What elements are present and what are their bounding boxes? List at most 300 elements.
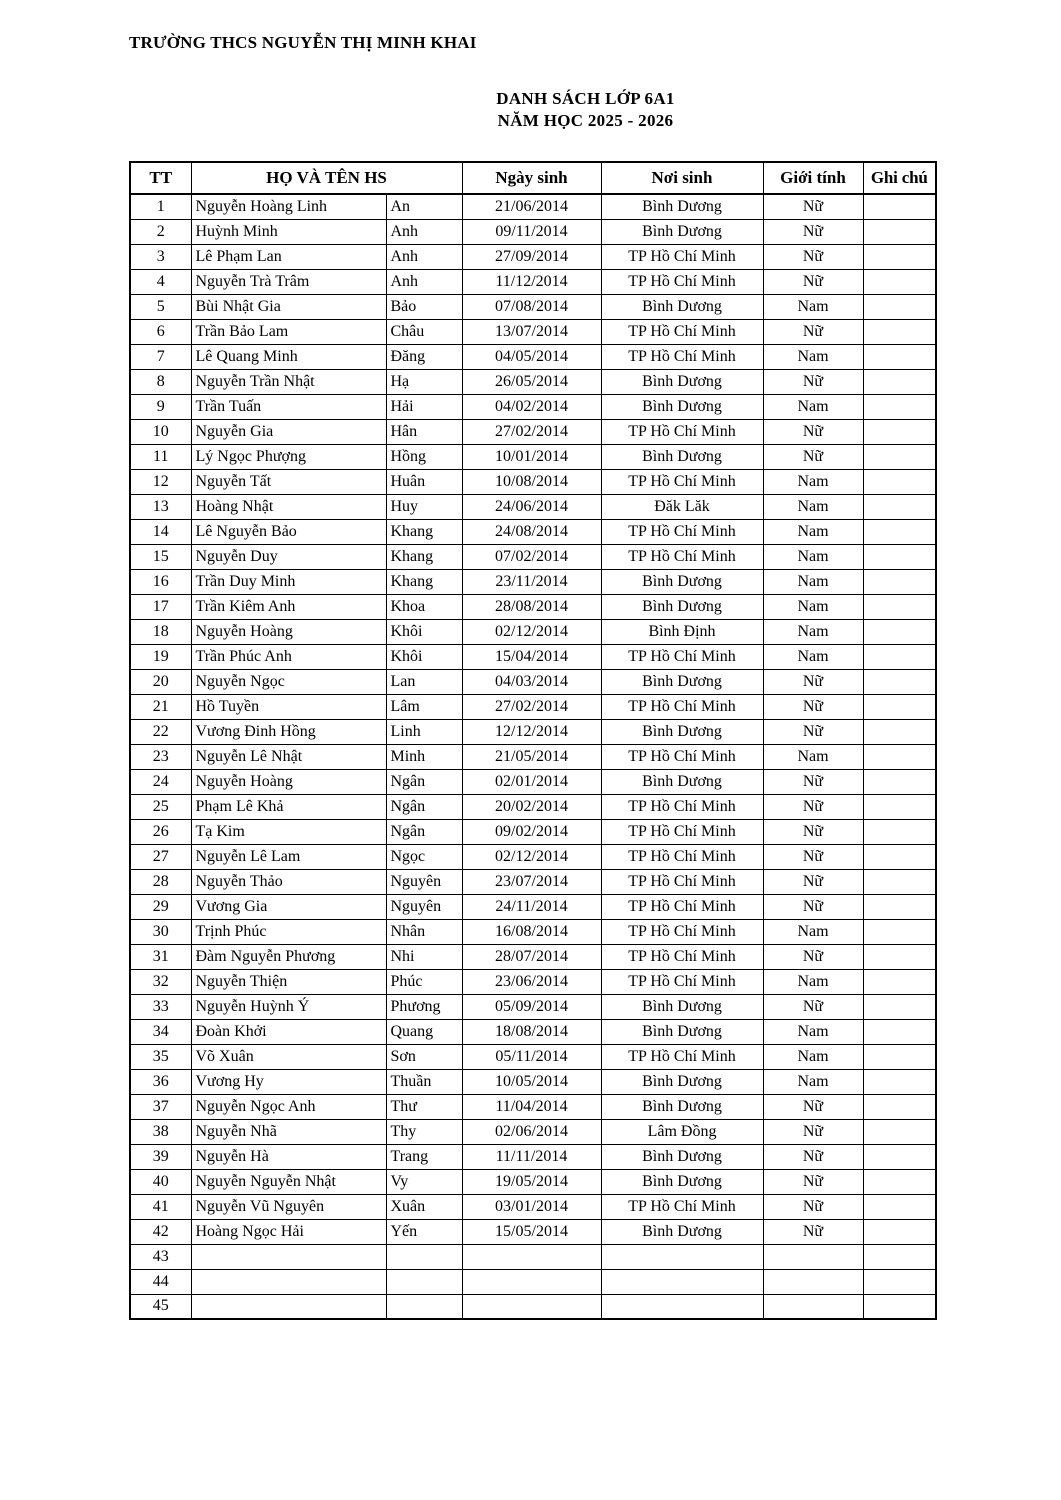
student-dob-cell: 16/08/2014 (462, 919, 601, 944)
student-pob-cell: Bình Dương (601, 369, 763, 394)
student-surname-cell: Vương Hy (191, 1069, 386, 1094)
student-pob-cell: Bình Dương (601, 1094, 763, 1119)
column-header-pob: Nơi sinh (601, 162, 763, 194)
student-gender-cell: Nữ (763, 819, 863, 844)
table-row (130, 1044, 936, 1069)
student-note-cell (863, 219, 936, 244)
student-note-cell (863, 1044, 936, 1069)
student-note-cell (863, 344, 936, 369)
table-row (130, 894, 936, 919)
table-row (130, 844, 936, 869)
student-index-cell: 34 (130, 1019, 191, 1044)
student-surname-cell: Nguyễn Hoàng (191, 769, 386, 794)
student-givenname-cell: Hân (386, 419, 462, 444)
student-dob-cell (462, 1244, 601, 1269)
student-pob-cell: Bình Định (601, 619, 763, 644)
student-dob-cell (462, 1294, 601, 1319)
table-row (130, 1294, 936, 1319)
student-gender-cell: Nữ (763, 869, 863, 894)
student-gender-cell: Nam (763, 1019, 863, 1044)
student-pob-cell: Bình Dương (601, 194, 763, 219)
table-row (130, 919, 936, 944)
student-surname-cell: Võ Xuân (191, 1044, 386, 1069)
student-note-cell (863, 519, 936, 544)
student-gender-cell: Nữ (763, 1094, 863, 1119)
student-index-cell: 15 (130, 544, 191, 569)
table-row (130, 244, 936, 269)
table-row (130, 1169, 936, 1194)
student-dob-cell: 18/08/2014 (462, 1019, 601, 1044)
student-dob-cell: 05/09/2014 (462, 994, 601, 1019)
student-dob-cell: 02/12/2014 (462, 844, 601, 869)
student-givenname-cell: Phương (386, 994, 462, 1019)
student-pob-cell: TP Hồ Chí Minh (601, 819, 763, 844)
student-surname-cell (191, 1294, 386, 1319)
student-givenname-cell: Lan (386, 669, 462, 694)
table-row (130, 819, 936, 844)
student-index-cell: 1 (130, 194, 191, 219)
table-row (130, 219, 936, 244)
student-gender-cell: Nữ (763, 194, 863, 219)
table-row (130, 444, 936, 469)
table-row (130, 1094, 936, 1119)
student-pob-cell: TP Hồ Chí Minh (601, 519, 763, 544)
student-givenname-cell: Anh (386, 244, 462, 269)
student-note-cell (863, 694, 936, 719)
student-givenname-cell: Xuân (386, 1194, 462, 1219)
student-index-cell: 45 (130, 1294, 191, 1319)
student-pob-cell: Bình Dương (601, 444, 763, 469)
student-surname-cell: Đàm Nguyễn Phương (191, 944, 386, 969)
student-pob-cell: Bình Dương (601, 394, 763, 419)
student-surname-cell: Trần Tuấn (191, 394, 386, 419)
student-index-cell: 35 (130, 1044, 191, 1069)
student-note-cell (863, 544, 936, 569)
table-row (130, 1269, 936, 1294)
student-givenname-cell: Sơn (386, 1044, 462, 1069)
student-gender-cell: Nam (763, 294, 863, 319)
student-gender-cell: Nam (763, 619, 863, 644)
student-pob-cell: TP Hồ Chí Minh (601, 744, 763, 769)
student-dob-cell: 23/06/2014 (462, 969, 601, 994)
student-gender-cell: Nam (763, 394, 863, 419)
student-note-cell (863, 619, 936, 644)
student-index-cell: 21 (130, 694, 191, 719)
student-givenname-cell: Nguyên (386, 869, 462, 894)
student-givenname-cell: Ngọc (386, 844, 462, 869)
student-note-cell (863, 394, 936, 419)
student-surname-cell (191, 1269, 386, 1294)
student-pob-cell: TP Hồ Chí Minh (601, 1044, 763, 1069)
student-gender-cell: Nam (763, 919, 863, 944)
table-row (130, 494, 936, 519)
student-gender-cell: Nam (763, 594, 863, 619)
student-index-cell: 25 (130, 794, 191, 819)
table-row (130, 594, 936, 619)
student-pob-cell: TP Hồ Chí Minh (601, 419, 763, 444)
student-surname-cell: Vương Đinh Hồng (191, 719, 386, 744)
student-pob-cell: TP Hồ Chí Minh (601, 869, 763, 894)
table-row (130, 994, 936, 1019)
student-gender-cell: Nữ (763, 719, 863, 744)
student-note-cell (863, 244, 936, 269)
table-row (130, 969, 936, 994)
table-row (130, 869, 936, 894)
student-note-cell (863, 794, 936, 819)
table-row (130, 569, 936, 594)
student-dob-cell: 21/06/2014 (462, 194, 601, 219)
table-row (130, 1019, 936, 1044)
student-surname-cell: Nguyễn Ngọc (191, 669, 386, 694)
student-pob-cell (601, 1244, 763, 1269)
student-index-cell: 7 (130, 344, 191, 369)
student-pob-cell: TP Hồ Chí Minh (601, 544, 763, 569)
student-gender-cell: Nữ (763, 419, 863, 444)
student-index-cell: 8 (130, 369, 191, 394)
table-body (130, 194, 936, 1319)
student-dob-cell: 28/08/2014 (462, 594, 601, 619)
student-index-cell: 26 (130, 819, 191, 844)
student-dob-cell: 02/06/2014 (462, 1119, 601, 1144)
table-row (130, 369, 936, 394)
student-gender-cell: Nữ (763, 219, 863, 244)
student-pob-cell (601, 1294, 763, 1319)
student-note-cell (863, 1119, 936, 1144)
student-gender-cell: Nữ (763, 994, 863, 1019)
student-index-cell: 14 (130, 519, 191, 544)
student-pob-cell: Bình Dương (601, 1219, 763, 1244)
student-givenname-cell: Khang (386, 519, 462, 544)
student-dob-cell: 04/05/2014 (462, 344, 601, 369)
student-surname-cell: Nguyễn Gia (191, 419, 386, 444)
student-gender-cell: Nữ (763, 769, 863, 794)
student-note-cell (863, 644, 936, 669)
student-dob-cell: 27/02/2014 (462, 694, 601, 719)
table-row (130, 469, 936, 494)
student-surname-cell: Nguyễn Nguyễn Nhật (191, 1169, 386, 1194)
student-note-cell (863, 719, 936, 744)
student-pob-cell: TP Hồ Chí Minh (601, 269, 763, 294)
student-note-cell (863, 294, 936, 319)
student-surname-cell: Bùi Nhật Gia (191, 294, 386, 319)
student-surname-cell: Trần Kiêm Anh (191, 594, 386, 619)
table-row (130, 644, 936, 669)
column-header-gender: Giới tính (763, 162, 863, 194)
student-givenname-cell: Khang (386, 544, 462, 569)
student-index-cell: 37 (130, 1094, 191, 1119)
student-gender-cell: Nam (763, 1069, 863, 1094)
student-givenname-cell (386, 1294, 462, 1319)
student-givenname-cell: Huân (386, 469, 462, 494)
student-dob-cell: 09/02/2014 (462, 819, 601, 844)
student-index-cell: 29 (130, 894, 191, 919)
student-pob-cell: Bình Dương (601, 1069, 763, 1094)
student-givenname-cell: Nguyên (386, 894, 462, 919)
student-index-cell: 33 (130, 994, 191, 1019)
student-dob-cell: 27/02/2014 (462, 419, 601, 444)
student-dob-cell: 24/06/2014 (462, 494, 601, 519)
student-dob-cell: 24/11/2014 (462, 894, 601, 919)
student-dob-cell: 07/02/2014 (462, 544, 601, 569)
student-index-cell: 42 (130, 1219, 191, 1244)
student-roster-table (129, 161, 937, 1320)
student-givenname-cell: Nhân (386, 919, 462, 944)
student-surname-cell: Nguyễn Trần Nhật (191, 369, 386, 394)
student-surname-cell: Nguyễn Thiện (191, 969, 386, 994)
student-gender-cell: Nữ (763, 944, 863, 969)
student-index-cell: 27 (130, 844, 191, 869)
student-surname-cell: Nguyễn Huỳnh Ý (191, 994, 386, 1019)
student-index-cell: 4 (130, 269, 191, 294)
student-index-cell: 30 (130, 919, 191, 944)
student-index-cell: 9 (130, 394, 191, 419)
school-name: TRƯỜNG THCS NGUYỄN THỊ MINH KHAI (129, 33, 477, 52)
student-givenname-cell: Khôi (386, 644, 462, 669)
table-row (130, 1119, 936, 1144)
student-surname-cell: Nguyễn Hoàng Linh (191, 194, 386, 219)
student-note-cell (863, 869, 936, 894)
student-pob-cell: Bình Dương (601, 669, 763, 694)
table-row (130, 394, 936, 419)
student-note-cell (863, 1019, 936, 1044)
student-gender-cell: Nam (763, 569, 863, 594)
student-index-cell: 18 (130, 619, 191, 644)
student-givenname-cell: Hải (386, 394, 462, 419)
student-note-cell (863, 194, 936, 219)
student-gender-cell: Nam (763, 494, 863, 519)
student-pob-cell: Bình Dương (601, 994, 763, 1019)
student-index-cell: 10 (130, 419, 191, 444)
student-givenname-cell: Ngân (386, 769, 462, 794)
student-surname-cell: Đoàn Khởi (191, 1019, 386, 1044)
student-dob-cell: 04/02/2014 (462, 394, 601, 419)
student-index-cell: 28 (130, 869, 191, 894)
table-row (130, 769, 936, 794)
student-surname-cell: Hoàng Ngọc Hải (191, 1219, 386, 1244)
student-gender-cell: Nam (763, 544, 863, 569)
student-pob-cell: TP Hồ Chí Minh (601, 644, 763, 669)
table-row (130, 544, 936, 569)
title-block (0, 88, 1061, 132)
student-surname-cell: Tạ Kim (191, 819, 386, 844)
table-row (130, 419, 936, 444)
student-dob-cell: 07/08/2014 (462, 294, 601, 319)
table-row (130, 1144, 936, 1169)
student-surname-cell: Trần Duy Minh (191, 569, 386, 594)
student-surname-cell: Lý Ngọc Phượng (191, 444, 386, 469)
student-gender-cell: Nam (763, 519, 863, 544)
student-surname-cell: Lê Quang Minh (191, 344, 386, 369)
student-givenname-cell: Yến (386, 1219, 462, 1244)
student-index-cell: 22 (130, 719, 191, 744)
student-givenname-cell: Hạ (386, 369, 462, 394)
student-index-cell: 38 (130, 1119, 191, 1144)
student-index-cell: 23 (130, 744, 191, 769)
student-pob-cell (601, 1269, 763, 1294)
student-surname-cell: Nguyễn Nhã (191, 1119, 386, 1144)
student-dob-cell: 13/07/2014 (462, 319, 601, 344)
student-pob-cell: TP Hồ Chí Minh (601, 1194, 763, 1219)
student-dob-cell: 15/04/2014 (462, 644, 601, 669)
student-note-cell (863, 369, 936, 394)
student-gender-cell: Nữ (763, 794, 863, 819)
student-surname-cell: Trịnh Phúc (191, 919, 386, 944)
student-pob-cell: TP Hồ Chí Minh (601, 944, 763, 969)
table-row (130, 319, 936, 344)
student-givenname-cell: Anh (386, 269, 462, 294)
student-dob-cell: 09/11/2014 (462, 219, 601, 244)
student-gender-cell: Nam (763, 1044, 863, 1069)
student-surname-cell: Nguyễn Duy (191, 544, 386, 569)
student-gender-cell: Nữ (763, 844, 863, 869)
column-header-dob: Ngày sinh (462, 162, 601, 194)
student-index-cell: 3 (130, 244, 191, 269)
student-dob-cell: 27/09/2014 (462, 244, 601, 269)
student-gender-cell: Nữ (763, 694, 863, 719)
student-pob-cell: TP Hồ Chí Minh (601, 244, 763, 269)
student-index-cell: 44 (130, 1269, 191, 1294)
table-header-row (130, 162, 936, 194)
student-gender-cell: Nam (763, 344, 863, 369)
student-pob-cell: TP Hồ Chí Minh (601, 844, 763, 869)
student-note-cell (863, 669, 936, 694)
student-surname-cell: Nguyễn Hà (191, 1144, 386, 1169)
table-row (130, 294, 936, 319)
column-header-tt: TT (130, 162, 191, 194)
student-index-cell: 40 (130, 1169, 191, 1194)
table-row (130, 619, 936, 644)
student-pob-cell: Bình Dương (601, 1169, 763, 1194)
student-gender-cell: Nữ (763, 319, 863, 344)
student-index-cell: 32 (130, 969, 191, 994)
student-note-cell (863, 1144, 936, 1169)
student-givenname-cell: Phúc (386, 969, 462, 994)
student-givenname-cell: Nhi (386, 944, 462, 969)
student-pob-cell: Bình Dương (601, 294, 763, 319)
student-givenname-cell (386, 1244, 462, 1269)
student-pob-cell: Lâm Đồng (601, 1119, 763, 1144)
student-note-cell (863, 744, 936, 769)
student-surname-cell: Trần Bảo Lam (191, 319, 386, 344)
student-givenname-cell (386, 1269, 462, 1294)
student-givenname-cell: Khôi (386, 619, 462, 644)
student-index-cell: 36 (130, 1069, 191, 1094)
student-dob-cell (462, 1269, 601, 1294)
student-surname-cell: Nguyễn Hoàng (191, 619, 386, 644)
student-index-cell: 2 (130, 219, 191, 244)
student-surname-cell: Hồ Tuyền (191, 694, 386, 719)
table-row (130, 1069, 936, 1094)
student-pob-cell: Bình Dương (601, 719, 763, 744)
student-dob-cell: 26/05/2014 (462, 369, 601, 394)
student-gender-cell: Nữ (763, 669, 863, 694)
student-pob-cell: TP Hồ Chí Minh (601, 344, 763, 369)
student-index-cell: 19 (130, 644, 191, 669)
student-givenname-cell: Vy (386, 1169, 462, 1194)
student-index-cell: 11 (130, 444, 191, 469)
table-header (130, 162, 936, 194)
student-note-cell (863, 269, 936, 294)
student-surname-cell: Nguyễn Ngọc Anh (191, 1094, 386, 1119)
student-gender-cell: Nữ (763, 369, 863, 394)
student-dob-cell: 11/12/2014 (462, 269, 601, 294)
student-note-cell (863, 1094, 936, 1119)
student-surname-cell: Nguyễn Trà Trâm (191, 269, 386, 294)
student-dob-cell: 02/01/2014 (462, 769, 601, 794)
student-givenname-cell: Bảo (386, 294, 462, 319)
table-row (130, 1244, 936, 1269)
table-row (130, 344, 936, 369)
table-row (130, 519, 936, 544)
student-note-cell (863, 969, 936, 994)
student-surname-cell: Phạm Lê Khả (191, 794, 386, 819)
student-surname-cell: Lê Nguyễn Bảo (191, 519, 386, 544)
student-pob-cell: TP Hồ Chí Minh (601, 319, 763, 344)
student-dob-cell: 02/12/2014 (462, 619, 601, 644)
column-header-note: Ghi chú (863, 162, 936, 194)
student-note-cell (863, 844, 936, 869)
student-surname-cell: Nguyễn Tất (191, 469, 386, 494)
student-note-cell (863, 919, 936, 944)
student-gender-cell (763, 1269, 863, 1294)
student-dob-cell: 20/02/2014 (462, 794, 601, 819)
student-surname-cell: Hoàng Nhật (191, 494, 386, 519)
student-gender-cell: Nam (763, 469, 863, 494)
student-index-cell: 24 (130, 769, 191, 794)
student-dob-cell: 23/11/2014 (462, 569, 601, 594)
student-givenname-cell: Anh (386, 219, 462, 244)
student-dob-cell: 15/05/2014 (462, 1219, 601, 1244)
student-gender-cell: Nữ (763, 1144, 863, 1169)
student-dob-cell: 12/12/2014 (462, 719, 601, 744)
table-row (130, 269, 936, 294)
table-row (130, 1219, 936, 1244)
student-surname-cell: Trần Phúc Anh (191, 644, 386, 669)
student-note-cell (863, 819, 936, 844)
student-givenname-cell: An (386, 194, 462, 219)
student-dob-cell: 28/07/2014 (462, 944, 601, 969)
student-givenname-cell: Minh (386, 744, 462, 769)
student-note-cell (863, 319, 936, 344)
student-pob-cell: Đăk Lăk (601, 494, 763, 519)
student-note-cell (863, 1294, 936, 1319)
table-row (130, 719, 936, 744)
student-note-cell (863, 1069, 936, 1094)
student-gender-cell: Nữ (763, 1169, 863, 1194)
student-dob-cell: 11/11/2014 (462, 1144, 601, 1169)
student-note-cell (863, 944, 936, 969)
student-dob-cell: 04/03/2014 (462, 669, 601, 694)
student-pob-cell: TP Hồ Chí Minh (601, 794, 763, 819)
student-givenname-cell: Đăng (386, 344, 462, 369)
student-pob-cell: Bình Dương (601, 1144, 763, 1169)
student-dob-cell: 19/05/2014 (462, 1169, 601, 1194)
student-index-cell: 41 (130, 1194, 191, 1219)
student-pob-cell: TP Hồ Chí Minh (601, 919, 763, 944)
student-note-cell (863, 994, 936, 1019)
student-gender-cell: Nữ (763, 1119, 863, 1144)
student-dob-cell: 10/01/2014 (462, 444, 601, 469)
student-givenname-cell: Thy (386, 1119, 462, 1144)
student-givenname-cell: Ngân (386, 794, 462, 819)
page-title: DANH SÁCH LỚP 6A1 (496, 89, 675, 108)
student-dob-cell: 24/08/2014 (462, 519, 601, 544)
student-gender-cell (763, 1294, 863, 1319)
column-header-full-name: HỌ VÀ TÊN HS (191, 162, 462, 194)
table-row (130, 669, 936, 694)
page-subtitle: NĂM HỌC 2025 - 2026 (497, 111, 674, 130)
student-givenname-cell: Khang (386, 569, 462, 594)
